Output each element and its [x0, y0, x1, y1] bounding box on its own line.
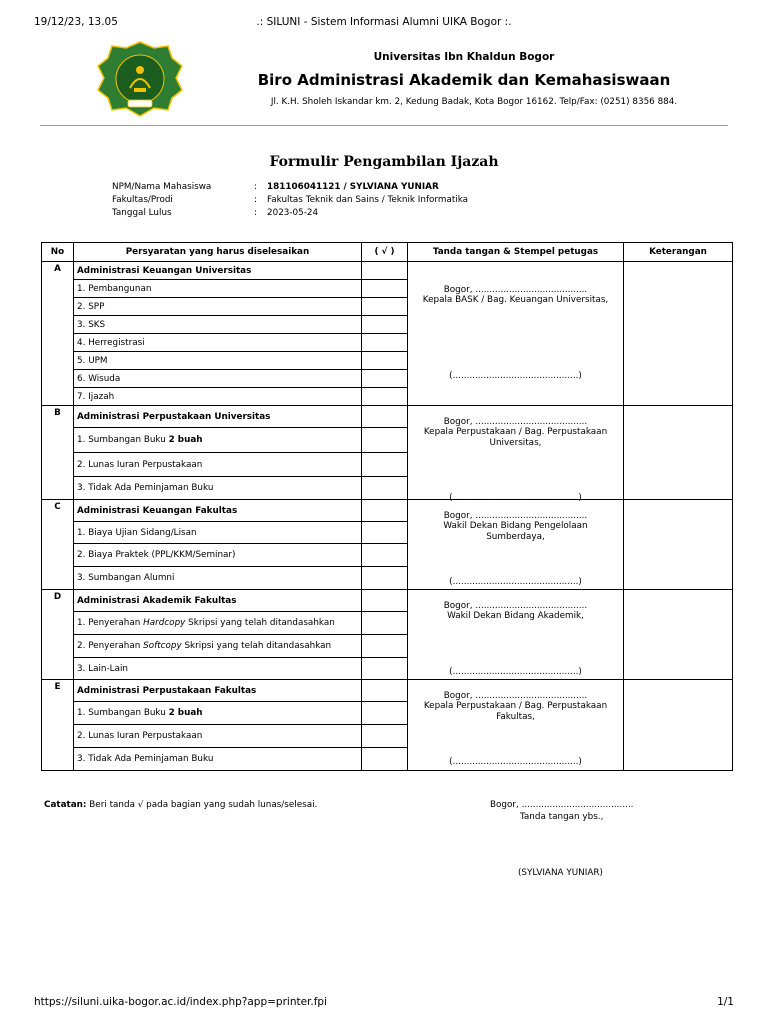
requirement-item: 1. Sumbangan Buku 2 buah — [74, 428, 362, 453]
notes-label: Catatan: — [44, 800, 87, 810]
requirement-item: 3. Tidak Ada Peminjaman Buku — [74, 477, 362, 500]
check-cell[interactable] — [362, 748, 408, 771]
npm-value: 181106041121 / SYLVIANA YUNIAR — [267, 182, 439, 192]
sign-officer: Wakil Dekan Bidang Akademik, — [447, 611, 584, 621]
form-title: Formulir Pengambilan Ijazah — [269, 154, 499, 170]
signature-cell — [408, 680, 624, 771]
university-logo-icon — [96, 40, 184, 118]
section-no: A — [42, 262, 74, 406]
requirement-item: 1. Penyerahan Hardcopy Skripsi yang telah ditandasahkan — [74, 612, 362, 635]
check-cell[interactable] — [362, 612, 408, 635]
section-title: Administrasi Keuangan Universitas — [74, 262, 362, 280]
graduation-label: Tanggal Lulus — [112, 208, 172, 218]
sign-dots: (.............................................) — [449, 371, 582, 381]
table-row — [42, 680, 733, 702]
sign-place: Bogor, ........................................ — [443, 417, 588, 427]
notes-cell[interactable] — [624, 500, 733, 590]
requirement-item: 6. Wisuda — [74, 370, 362, 388]
notes — [44, 800, 317, 810]
requirement-item: 2. Penyerahan Softcopy Skripsi yang telah ditandasahkan — [74, 635, 362, 658]
sign-place: Bogor, ........................................ — [443, 285, 588, 295]
sign-dots: (.............................................) — [449, 757, 582, 767]
sign-officer: Kepala BASK / Bag. Keuangan Universitas, — [422, 295, 609, 305]
requirement-item: 2. Lunas Iuran Perpustakaan — [74, 725, 362, 748]
section-title: Administrasi Akademik Fakultas — [74, 590, 362, 612]
signature-cell — [408, 406, 624, 503]
check-cell[interactable] — [362, 590, 408, 612]
table-row — [42, 500, 733, 522]
print-title: .: SILUNI - Sistem Informasi Alumni UIKA Bogor :. — [256, 16, 512, 28]
university-name: Universitas Ibn Khaldun Bogor — [373, 51, 555, 63]
graduation-value: 2023-05-24 — [267, 208, 319, 218]
bureau-name: Biro Administrasi Akademik dan Kemahasiswaan — [257, 71, 671, 89]
requirement-item: 1. Pembangunan — [74, 280, 362, 298]
check-cell[interactable] — [362, 352, 408, 370]
print-header — [34, 16, 734, 30]
table-row — [42, 590, 733, 612]
header-notes: Keterangan — [624, 243, 733, 262]
colon: : — [254, 182, 257, 192]
print-date: 19/12/23, 13.05 — [34, 16, 118, 28]
signature-cell — [408, 590, 624, 680]
faculty-value: Fakultas Teknik dan Sains / Teknik Informatika — [267, 195, 469, 205]
check-cell[interactable] — [362, 477, 408, 500]
section-no: B — [42, 406, 74, 500]
check-cell[interactable] — [362, 406, 408, 428]
signature-label: Tanda tangan ybs., — [520, 812, 604, 822]
check-cell[interactable] — [362, 388, 408, 406]
requirement-item: 4. Herregistrasi — [74, 334, 362, 352]
address: Jl. K.H. Sholeh Iskandar km. 2, Kedung Badak, Kota Bogor 16162. Telp/Fax: (0251) 8356 884. — [270, 97, 678, 107]
sign-place: Bogor, ........................................ — [443, 691, 588, 701]
table-row — [42, 262, 733, 280]
requirement-item: 2. SPP — [74, 298, 362, 316]
sign-officer: Kepala Perpustakaan / Bag. Perpustakaan Universitas, — [423, 427, 608, 448]
print-footer — [34, 996, 734, 1008]
page-number: 1/1 — [717, 996, 734, 1008]
section-no: D — [42, 590, 74, 680]
colon: : — [254, 195, 257, 205]
requirement-item: 1. Sumbangan Buku 2 buah — [74, 702, 362, 725]
check-cell[interactable] — [362, 702, 408, 725]
requirement-item: 3. SKS — [74, 316, 362, 334]
signature-cell — [408, 262, 624, 406]
notes-text: Beri tanda √ pada bagian yang sudah lunas/selesai. — [89, 800, 318, 810]
sign-place: Bogor, ........................................ — [443, 601, 588, 611]
notes-cell[interactable] — [624, 680, 733, 771]
requirement-item: 7. Ijazah — [74, 388, 362, 406]
check-cell[interactable] — [362, 635, 408, 658]
header-requirement: Persyaratan yang harus diselesaikan — [74, 243, 362, 262]
header-check: ( √ ) — [362, 243, 408, 262]
requirement-item: 5. UPM — [74, 352, 362, 370]
check-cell[interactable] — [362, 334, 408, 352]
sign-officer: Kepala Perpustakaan / Bag. Perpustakaan Fakultas, — [423, 701, 608, 722]
header-divider — [40, 125, 728, 126]
sign-dots: (.............................................) — [449, 577, 582, 587]
print-url: https://siluni.uika-bogor.ac.id/index.php?app=printer.fpi — [34, 996, 328, 1008]
check-cell[interactable] — [362, 567, 408, 590]
check-cell[interactable] — [362, 316, 408, 334]
signature-place: Bogor, ........................................ — [490, 800, 634, 810]
check-cell[interactable] — [362, 262, 408, 280]
sign-dots: (.............................................) — [449, 493, 582, 503]
check-cell[interactable] — [362, 428, 408, 453]
signature-name: (SYLVIANA YUNIAR) — [518, 868, 603, 878]
section-title: Administrasi Perpustakaan Universitas — [74, 406, 362, 428]
check-cell[interactable] — [362, 280, 408, 298]
requirement-item: 2. Biaya Praktek (PPL/KKM/Seminar) — [74, 544, 362, 567]
check-cell[interactable] — [362, 453, 408, 477]
requirement-item: 3. Lain-Lain — [74, 658, 362, 680]
check-cell[interactable] — [362, 680, 408, 702]
header-no: No — [42, 243, 74, 262]
notes-cell[interactable] — [624, 262, 733, 406]
section-no: E — [42, 680, 74, 771]
requirement-item: 1. Biaya Ujian Sidang/Lisan — [74, 522, 362, 544]
notes-cell[interactable] — [624, 406, 733, 500]
section-title: Administrasi Perpustakaan Fakultas — [74, 680, 362, 702]
sign-place: Bogor, ........................................ — [443, 511, 588, 521]
colon: : — [254, 208, 257, 218]
check-cell[interactable] — [362, 500, 408, 522]
sign-dots: (.............................................) — [449, 667, 582, 677]
check-cell[interactable] — [362, 522, 408, 544]
check-cell[interactable] — [362, 370, 408, 388]
check-cell[interactable] — [362, 544, 408, 567]
requirement-item: 3. Sumbangan Alumni — [74, 567, 362, 590]
check-cell[interactable] — [362, 298, 408, 316]
check-cell[interactable] — [362, 725, 408, 748]
requirement-item: 3. Tidak Ada Peminjaman Buku — [74, 748, 362, 771]
requirements-table — [41, 242, 733, 771]
check-cell[interactable] — [362, 658, 408, 680]
header-signature: Tanda tangan & Stempel petugas — [408, 243, 624, 262]
signature-cell — [408, 500, 624, 590]
requirement-item: 2. Lunas Iuran Perpustakaan — [74, 453, 362, 477]
faculty-label: Fakultas/Prodi — [112, 195, 173, 205]
section-no: C — [42, 500, 74, 590]
npm-label: NPM/Nama Mahasiswa — [112, 182, 212, 192]
sign-officer: Wakil Dekan Bidang Pengelolaan Sumberdaya, — [443, 521, 588, 542]
notes-cell[interactable] — [624, 590, 733, 680]
table-row — [42, 406, 733, 428]
student-info — [112, 182, 612, 221]
section-title: Administrasi Keuangan Fakultas — [74, 500, 362, 522]
